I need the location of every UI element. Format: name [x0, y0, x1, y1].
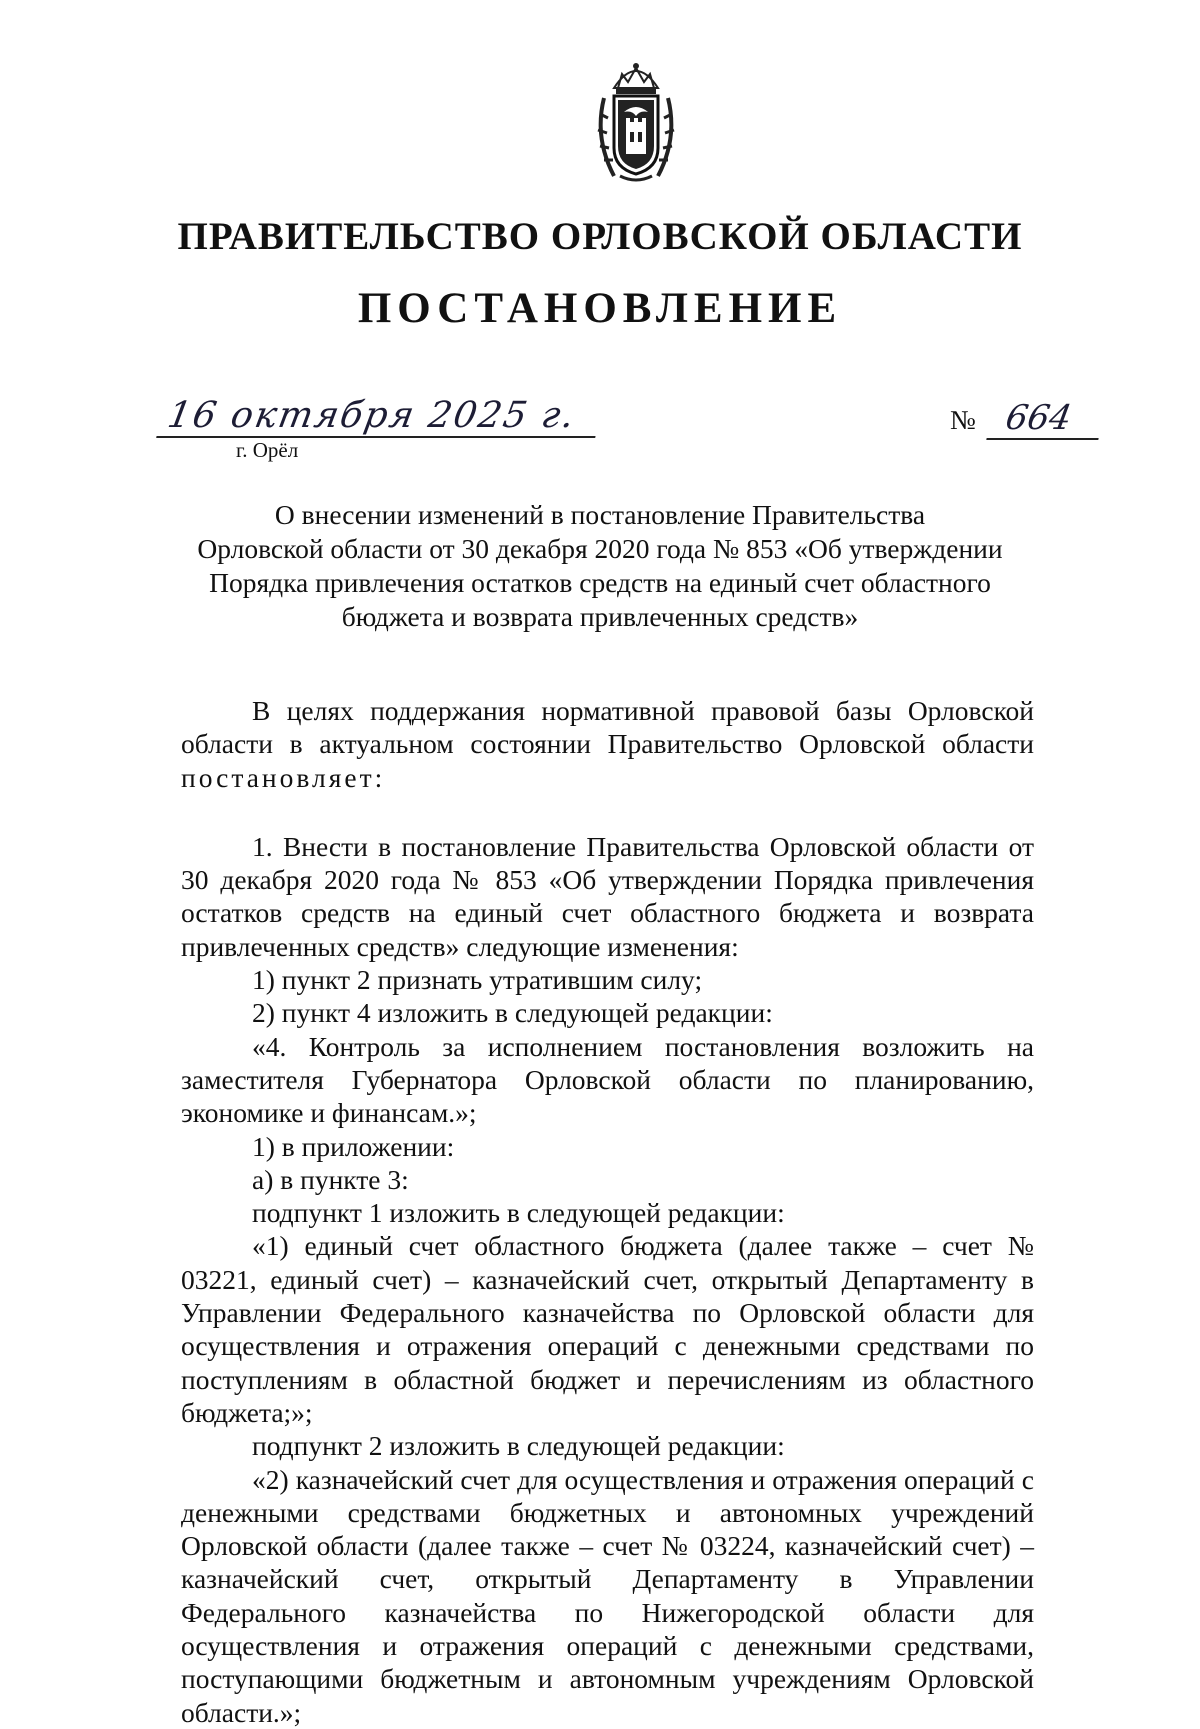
body-paragraph: подпункт 1 изложить в следующей редакции: [252, 1197, 785, 1229]
subject-line: Порядка привлечения остатков средств на единый счет областного [209, 567, 991, 598]
subject-line: бюджета и возврата привлеченных средств» [341, 601, 859, 632]
government-title: ПРАВИТЕЛЬСТВО ОРЛОВСКОЙ ОБЛАСТИ [177, 215, 1023, 258]
document-subject [180, 498, 1020, 634]
body-paragraph: 1) в приложении: [252, 1130, 455, 1162]
body-paragraph: «2) казначейский счет для осуществления и отражения операций с денежными средствами бюджетных и автономных учреждений Орловской области (далее также – счет № 03224, казначейский счет) – казначейский счет, открытый Департаменту в Управлении Федерального казначейства по Нижегородской области для осуществления и отражения операций с денежными средствами, поступающими бюджетным и автономным учреждениям Орловской области.»; [181, 1463, 1034, 1728]
handwritten-date: 16 октября 2025 г. [156, 395, 603, 438]
subject-line: О внесении изменений в постановление Правительства [274, 499, 926, 530]
document-body [181, 694, 1034, 1729]
document-number [950, 398, 1102, 440]
number-label: № [950, 405, 976, 435]
coat-of-arms-icon [594, 58, 678, 186]
document-type-title: ПОСТАНОВЛЕНИЕ [357, 285, 843, 332]
preamble-text: В целях поддержания нормативной правовой базы Орловской области в актуальном состоянии Правительство Орловской области [181, 695, 1034, 760]
body-paragraph: 1) пункт 2 признать утратившим силу; [252, 964, 703, 996]
body-paragraph: 1. Внести в постановление Правительства Орловской области от 30 декабря 2020 года № 853 «Об утверждении Порядка привлечения остатков средств на единый счет областного бюджета и возврата привлеченных средств» следующие изменения: [181, 830, 1034, 962]
subject-line: Орловской области от 30 декабря 2020 года № 853 «Об утверждении [197, 533, 1003, 564]
preamble-verb: постановляет: [181, 761, 386, 793]
body-paragraph: «1) единый счет областного бюджета (далее также – счет № 03221, единый счет) – казначейский счет, открытый Департаменту в Управлении Федерального казначейства по Орловской области для осуществления и отражения операций с денежными средствами по поступлениям в областной бюджет и перечислениям из областного бюджета;»; [181, 1230, 1034, 1428]
handwritten-number: 664 [986, 398, 1105, 440]
body-paragraph: а) в пункте 3: [252, 1163, 409, 1195]
body-paragraph: 2) пункт 4 изложить в следующей редакции: [252, 997, 773, 1029]
preamble-paragraph [181, 694, 1034, 794]
body-paragraph: «4. Контроль за исполнением постановления возложить на заместителя Губернатора Орловской области по планированию, экономике и финансам.»; [181, 1030, 1034, 1129]
body-paragraph: подпункт 2 изложить в следующей редакции: [252, 1430, 785, 1462]
city-label: г. Орёл [236, 438, 299, 462]
